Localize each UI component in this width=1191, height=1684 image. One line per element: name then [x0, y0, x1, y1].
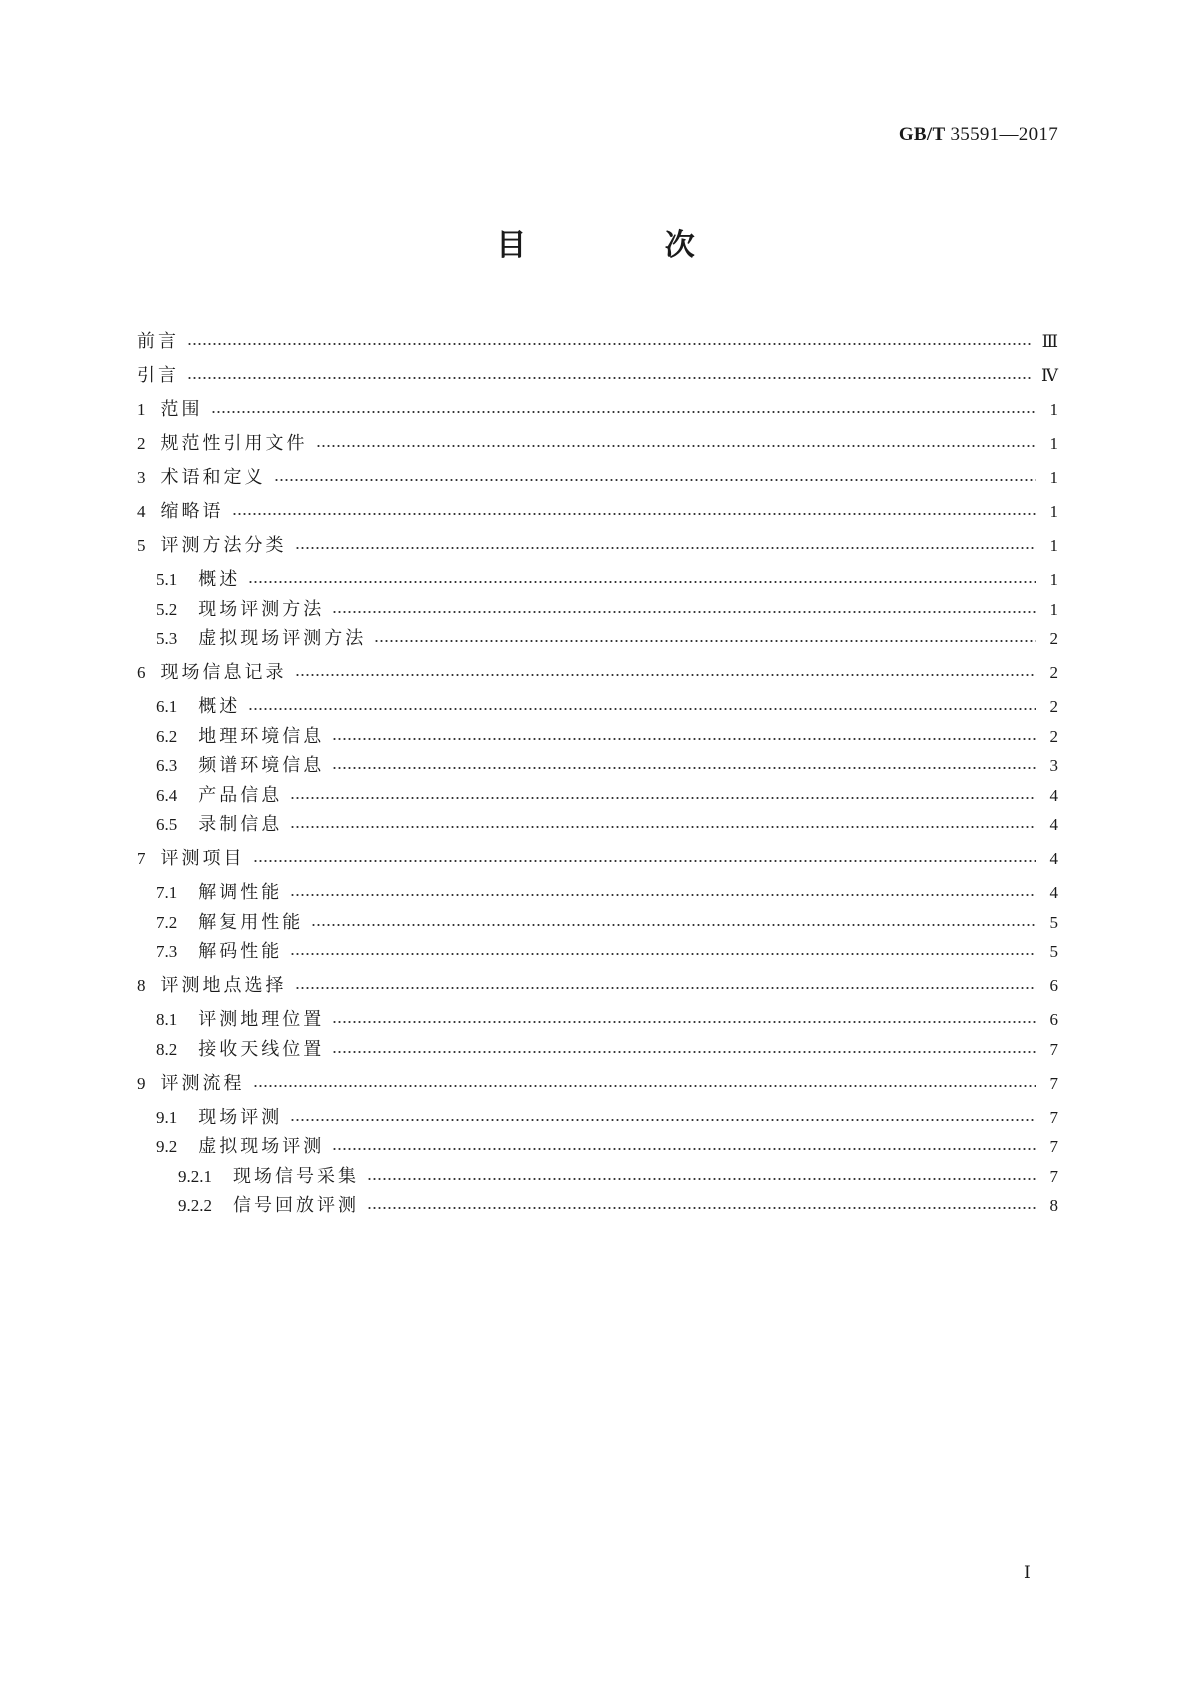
toc-entry-number: 8.2	[156, 1040, 178, 1059]
toc-entry-page: 4	[1049, 883, 1058, 902]
toc-entry-number: 9.2.2	[178, 1196, 212, 1215]
toc-entry[interactable]	[137, 1005, 1058, 1035]
toc-entry-title: 解复用性能	[198, 912, 304, 933]
toc-entry[interactable]	[137, 1191, 1058, 1221]
toc-entry-number: 3	[137, 468, 146, 487]
toc-dot-leader	[253, 859, 1037, 863]
toc-entry-number: 5.1	[156, 570, 178, 589]
toc-dot-leader	[274, 478, 1037, 482]
toc-entry-number: 5.2	[156, 600, 178, 619]
toc-dot-leader	[332, 1147, 1036, 1151]
toc-entry-number: 9.2.1	[178, 1167, 212, 1186]
toc-entry-page: 7	[1049, 1167, 1058, 1186]
toc-entry[interactable]	[137, 624, 1058, 654]
toc-dot-leader	[290, 796, 1036, 800]
toc-entry-title: 评测地点选择	[160, 975, 287, 996]
toc-entry-page: 5	[1049, 942, 1058, 961]
toc-entry-title: 信号回放评测	[233, 1195, 359, 1216]
toc-entry-page: 5	[1049, 913, 1058, 932]
toc-entry-title: 评测流程	[160, 1073, 245, 1094]
toc-entry[interactable]	[137, 878, 1058, 908]
toc-entry-title: 评测方法分类	[160, 535, 287, 556]
toc-dot-leader	[211, 410, 1037, 414]
toc-entry[interactable]	[137, 1035, 1058, 1065]
toc-entry-title: 规范性引用文件	[160, 433, 308, 454]
toc-entry[interactable]	[137, 692, 1058, 722]
toc-entry-title: 缩略语	[160, 501, 224, 522]
toc-dot-leader	[295, 673, 1037, 677]
toc-entry-page: 1	[1049, 600, 1058, 619]
toc-dot-leader	[187, 342, 1032, 346]
toc-entry-title: 范围	[160, 399, 203, 420]
standard-code	[899, 124, 1058, 146]
toc-entry-number: 4	[137, 502, 146, 521]
page-number: Ⅰ	[1024, 1563, 1031, 1582]
toc-dot-leader	[232, 512, 1037, 516]
toc-entry-page: 3	[1049, 756, 1058, 775]
toc-entry-number: 7.1	[156, 883, 178, 902]
toc-entry[interactable]	[137, 395, 1058, 425]
toc-entry-title: 概述	[198, 569, 241, 590]
toc-entry[interactable]	[137, 908, 1058, 938]
toc-entry-page: 1	[1049, 502, 1058, 521]
toc-entry-title: 现场评测	[198, 1107, 283, 1128]
toc-entry-number: 7.2	[156, 913, 178, 932]
toc-entry[interactable]	[137, 1069, 1058, 1099]
toc-entry-title: 现场评测方法	[198, 599, 325, 620]
toc-entry-page: 7	[1049, 1074, 1058, 1093]
toc-entry-number: 7.3	[156, 942, 178, 961]
toc-entry-title: 评测地理位置	[198, 1009, 325, 1030]
standard-code-prefix: GB/T	[898, 124, 946, 145]
toc-entry-number: 6.4	[156, 786, 178, 805]
toc-entry-title: 产品信息	[198, 785, 283, 806]
toc-entry[interactable]	[137, 497, 1058, 527]
toc-dot-leader	[332, 1020, 1036, 1024]
toc-entry-page: 8	[1049, 1196, 1058, 1215]
toc-entry-number: 9.1	[156, 1108, 178, 1127]
toc-entry[interactable]	[137, 327, 1058, 357]
toc-entry[interactable]	[137, 781, 1058, 811]
toc-entry-page: 4	[1049, 849, 1058, 868]
toc-dot-leader	[253, 1084, 1037, 1088]
toc-entry-page: 1	[1049, 536, 1058, 555]
toc-entry-title: 频谱环境信息	[198, 755, 325, 776]
toc-dot-leader	[248, 707, 1036, 711]
toc-dot-leader	[290, 1118, 1036, 1122]
toc-entry[interactable]	[137, 1103, 1058, 1133]
toc-entry-title: 评测项目	[160, 848, 245, 869]
toc-entry-title: 前言	[137, 331, 179, 352]
toc-entry-page: 2	[1049, 697, 1058, 716]
toc-entry-page: Ⅲ	[1041, 332, 1058, 351]
toc-dot-leader	[367, 1177, 1036, 1181]
toc-entry[interactable]	[137, 810, 1058, 840]
toc-dot-leader	[295, 546, 1037, 550]
toc-entry-page: Ⅳ	[1041, 366, 1058, 385]
toc-entry-number: 9.2	[156, 1137, 178, 1156]
toc-entry-page: 1	[1049, 468, 1058, 487]
toc-dot-leader	[311, 923, 1036, 927]
toc-entry-title: 录制信息	[198, 814, 283, 835]
toc-entry-title: 概述	[198, 696, 241, 717]
toc-entry[interactable]	[137, 531, 1058, 561]
toc-entry[interactable]	[137, 751, 1058, 781]
toc-dot-leader	[295, 986, 1037, 990]
toc-entry-title: 虚拟现场评测方法	[198, 628, 367, 649]
toc-entry[interactable]	[137, 658, 1058, 688]
toc-dot-leader	[332, 737, 1036, 741]
toc-entry[interactable]	[137, 971, 1058, 1001]
toc-entry-title: 接收天线位置	[198, 1039, 325, 1060]
toc-entry-page: 1	[1049, 434, 1058, 453]
toc-entry-number: 6	[137, 663, 146, 682]
toc-entry-title: 现场信号采集	[233, 1166, 359, 1187]
toc-entry[interactable]	[137, 1162, 1058, 1192]
toc-entry-page: 2	[1049, 663, 1058, 682]
toc-entry-title: 解调性能	[198, 882, 283, 903]
toc-entry-page: 7	[1049, 1040, 1058, 1059]
toc-entry-number: 6.1	[156, 697, 178, 716]
toc-dot-leader	[290, 893, 1036, 897]
toc-dot-leader	[316, 444, 1037, 448]
toc-entry[interactable]	[137, 844, 1058, 874]
toc-dot-leader	[374, 639, 1036, 643]
toc-dot-leader	[248, 580, 1036, 584]
toc-dot-leader	[332, 766, 1036, 770]
toc-entry-number: 8	[137, 976, 146, 995]
toc-entry[interactable]	[137, 937, 1058, 967]
toc-entry-number: 5.3	[156, 629, 178, 648]
toc-entry[interactable]	[137, 361, 1058, 391]
toc-entry-page: 4	[1049, 786, 1058, 805]
toc-entry-number: 9	[137, 1074, 146, 1093]
toc-entry-number: 6.5	[156, 815, 178, 834]
toc-entry-number: 7	[137, 849, 146, 868]
toc-entry-title: 术语和定义	[160, 467, 266, 488]
toc-entry[interactable]	[137, 1132, 1058, 1162]
toc-entry-title: 解码性能	[198, 941, 283, 962]
toc-dot-leader	[290, 825, 1036, 829]
toc-entry[interactable]	[137, 595, 1058, 625]
toc-entry-page: 1	[1049, 400, 1058, 419]
toc-entry-page: 6	[1049, 1010, 1058, 1029]
toc-dot-leader	[367, 1206, 1036, 1210]
toc-entry[interactable]	[137, 722, 1058, 752]
toc-entry-number: 5	[137, 536, 146, 555]
page-title: 目 次	[496, 228, 759, 263]
toc-entry[interactable]	[137, 429, 1058, 459]
toc-entry[interactable]	[137, 463, 1058, 493]
toc-entry-number: 6.3	[156, 756, 178, 775]
toc-entry-number: 1	[137, 400, 146, 419]
toc-entry-page: 2	[1049, 727, 1058, 746]
toc-entry-number: 2	[137, 434, 146, 453]
toc-entry-title: 引言	[137, 365, 179, 386]
toc-dot-leader	[187, 376, 1031, 380]
toc-entry-page: 2	[1049, 629, 1058, 648]
toc-entry-title: 地理环境信息	[198, 726, 325, 747]
toc-dot-leader	[290, 952, 1036, 956]
toc-entry-number: 6.2	[156, 727, 178, 746]
toc-entry-page: 7	[1049, 1108, 1058, 1127]
toc-dot-leader	[332, 610, 1036, 614]
toc-dot-leader	[332, 1050, 1036, 1054]
toc-entry-page: 6	[1049, 976, 1058, 995]
toc-entry-page: 4	[1049, 815, 1058, 834]
toc-entry-page: 1	[1049, 570, 1058, 589]
toc-entry-number: 8.1	[156, 1010, 178, 1029]
toc-entry-title: 虚拟现场评测	[198, 1136, 325, 1157]
toc-entry[interactable]	[137, 565, 1058, 595]
toc-entry-title: 现场信息记录	[160, 662, 287, 683]
standard-code-number: 35591—2017	[950, 124, 1058, 145]
toc-entry-page: 7	[1049, 1137, 1058, 1156]
